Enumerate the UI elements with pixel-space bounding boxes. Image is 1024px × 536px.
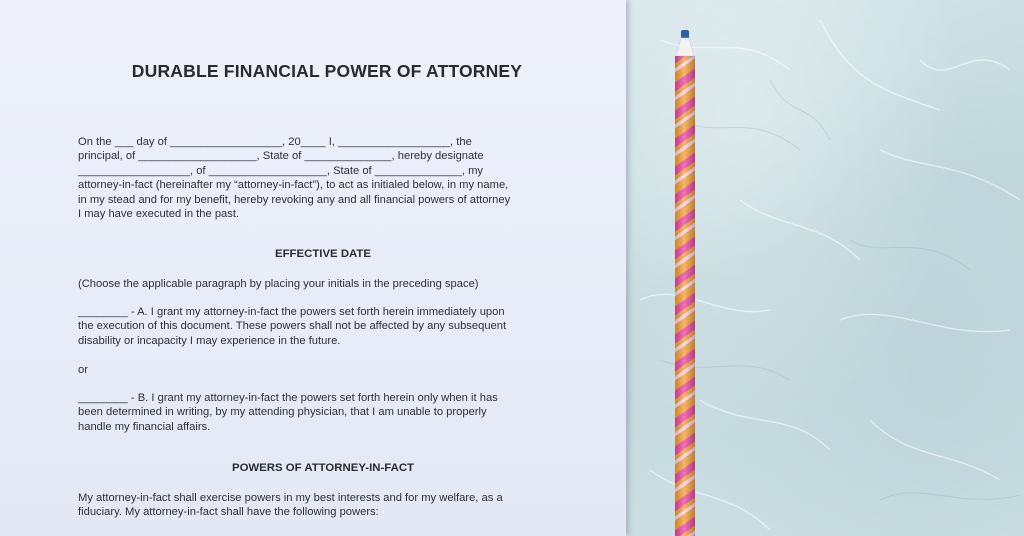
powers-paragraph xyxy=(78,491,568,520)
option-b-line: ________ - B. I grant my attorney-in-fact the powers set forth herein only when it has xyxy=(78,392,498,404)
option-a-line: disability or incapacity I may experience in the future. xyxy=(78,334,341,347)
striped-pen-icon xyxy=(670,22,700,536)
intro-line: On the ___ day of __________________, 20____ I, __________________, the xyxy=(78,136,472,148)
powers-heading: POWERS OF ATTORNEY-IN-FACT xyxy=(231,462,415,474)
intro-paragraph xyxy=(78,135,568,221)
option-a-paragraph xyxy=(78,305,568,348)
effective-date-heading: EFFECTIVE DATE xyxy=(275,248,371,260)
intro-line: in my stead and for my benefit, hereby revoking any and all financial powers of attorney xyxy=(78,193,511,206)
option-a-line: ________ - A. I grant my attorney-in-fact the powers set forth herein immediately upon xyxy=(78,306,505,318)
option-b-line: handle my financial affairs. xyxy=(78,420,211,433)
or-text: or xyxy=(78,364,88,376)
option-b-line: been determined in writing, by my attending physician, that I am unable to properly xyxy=(78,406,487,419)
intro-line: principal, of ___________________, State of ______________, hereby designate xyxy=(78,150,484,163)
instruction-line: (Choose the applicable paragraph by placing your initials in the preceding space) xyxy=(78,278,479,290)
document-title: DURABLE FINANCIAL POWER OF ATTORNEY xyxy=(131,61,523,81)
powers-line: fiduciary. My attorney-in-fact shall have the following powers: xyxy=(78,506,379,519)
option-a-line: the execution of this document. These powers shall not be affected by any subsequent xyxy=(78,320,507,333)
option-b-paragraph xyxy=(78,391,568,434)
powers-line: My attorney-in-fact shall exercise powers in my best interests and for my welfare, as a xyxy=(78,492,503,504)
choose-instruction xyxy=(78,277,568,291)
or-separator xyxy=(78,363,568,377)
intro-line: attorney-in-fact (hereinafter my “attorney-in-fact”), to act as initialed below, in my name, xyxy=(78,179,509,192)
intro-line: __________________, of ___________________, State of ______________, my xyxy=(78,164,483,177)
intro-line: I may have executed in the past. xyxy=(78,208,240,221)
